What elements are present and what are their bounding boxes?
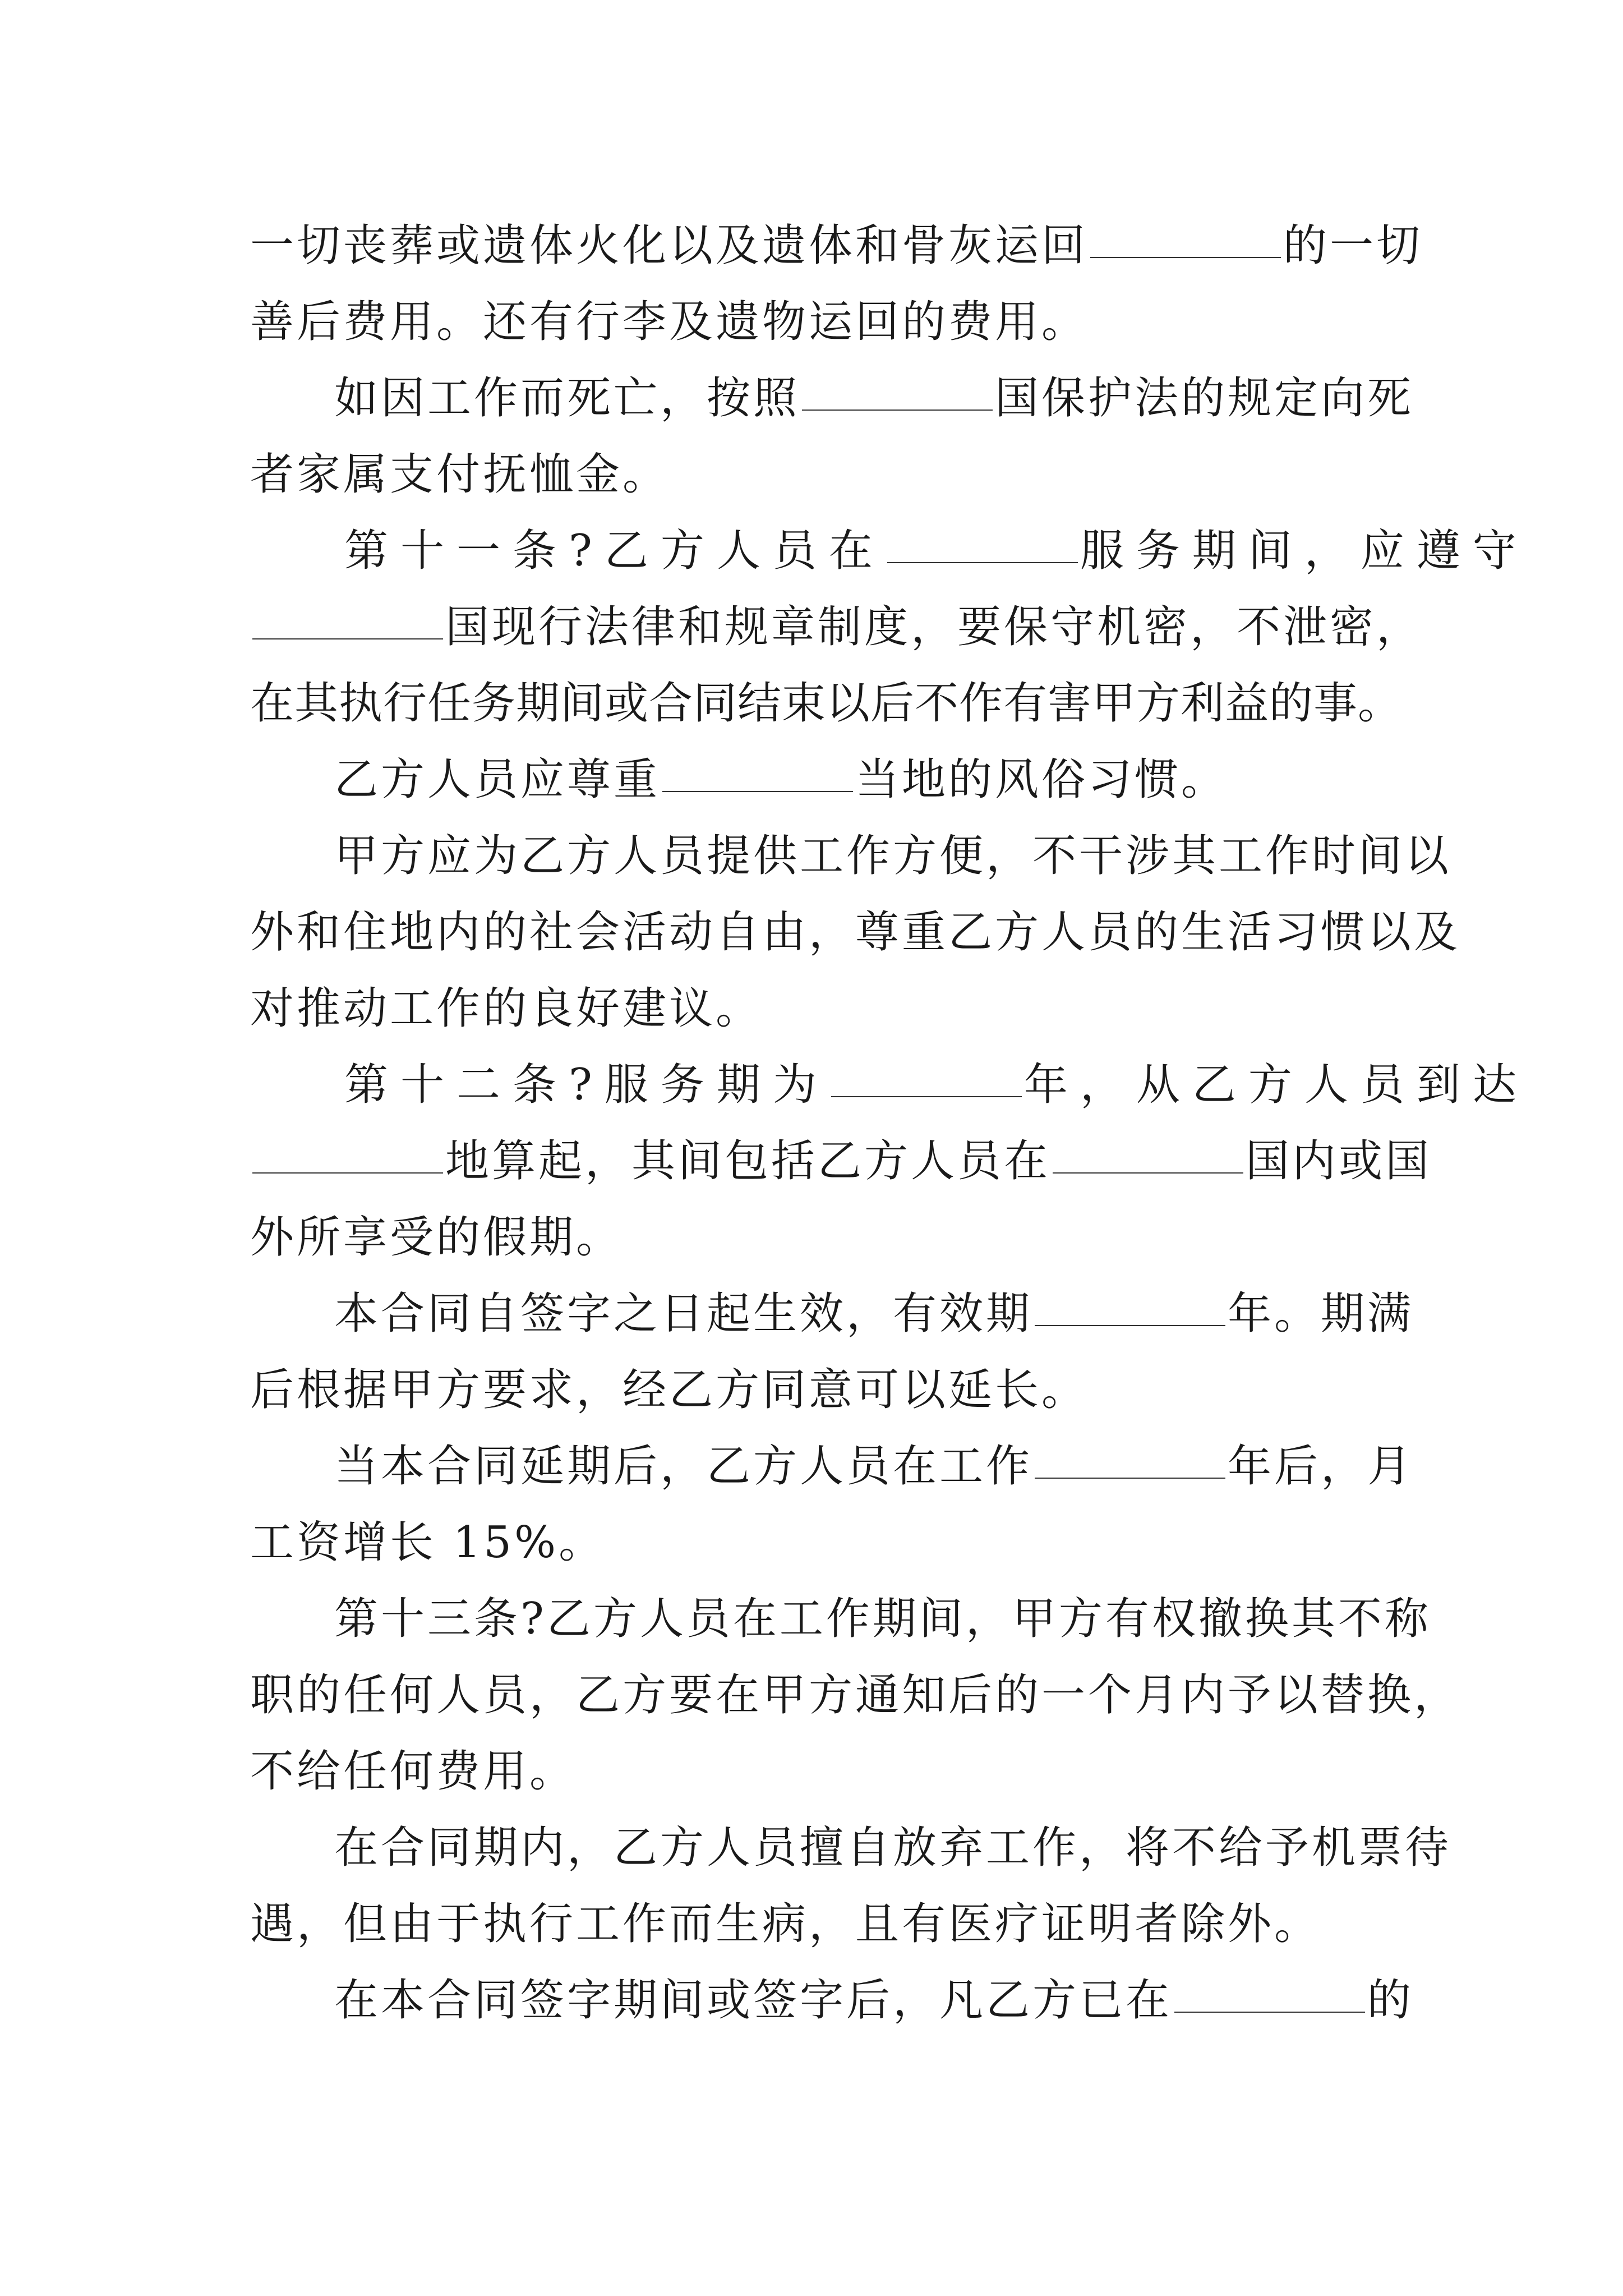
text-line (250, 665, 1403, 742)
article-heading-line (250, 1581, 1431, 1657)
text-segment: 一切丧葬或遗体火化以及遗体和骨灰运回 (250, 220, 1089, 271)
text-segment: 的 (1367, 1975, 1414, 2026)
text-segment: 乙方人员应尊重 (334, 754, 661, 805)
text-line (250, 1199, 1377, 1276)
text-line (250, 1733, 1377, 1810)
text-line (250, 1657, 1461, 1733)
document-page (250, 208, 1529, 2039)
text-segment: 当本合同延期后，乙方人员在工作 (334, 1441, 1033, 1492)
text-line (250, 589, 1423, 665)
text-segment: 年，从乙方人员到达 (1023, 1060, 1529, 1110)
text-segment: 在其执行任务期间或合同结束以后不作有害甲方利益的事。 (250, 678, 1403, 729)
text-line (250, 894, 1461, 970)
text-segment: 对推动工作的良好建议。 (250, 983, 763, 1034)
text-line (250, 284, 1377, 360)
text-segment: 者家属支付抚恤金。 (250, 449, 670, 500)
text-line (250, 436, 1377, 513)
fill-in-blank (1035, 1477, 1225, 1479)
text-segment: 外和住地内的社会活动自由，尊重乙方人员的生活习惯以及 (250, 907, 1461, 958)
fill-in-blank (1090, 256, 1281, 258)
text-line (250, 818, 1452, 894)
text-line (250, 208, 1423, 284)
fill-in-blank (1053, 1172, 1243, 1174)
text-segment: 在合同期内，乙方人员擅自放弃工作，将不给予机票待 (334, 1823, 1452, 1873)
text-segment: 工资增长 15%。 (250, 1517, 606, 1568)
text-segment: 国保护法的规定向死 (995, 373, 1414, 424)
text-segment: 后根据甲方要求，经乙方同意可以延长。 (250, 1365, 1089, 1415)
text-line (250, 742, 1377, 818)
fill-in-blank (831, 1096, 1022, 1097)
text-line (250, 1886, 1377, 1962)
article-heading-line (250, 513, 1529, 589)
text-segment: 当地的风俗习惯。 (855, 754, 1228, 805)
fill-in-blank (1035, 1324, 1225, 1326)
text-segment: 国内或国 (1246, 1136, 1432, 1186)
text-segment: 地算起，其间包括乙方人员在 (445, 1136, 1051, 1186)
fill-in-blank (802, 409, 993, 411)
text-line (250, 1352, 1377, 1428)
text-line (250, 1276, 1414, 1352)
text-segment: 年。期满 (1228, 1289, 1414, 1339)
text-segment: 第十一条?乙方人员在 (344, 526, 885, 576)
text-segment: 国现行法律和规章制度，要保守机密，不泄密， (445, 602, 1423, 652)
fill-in-blank (1174, 2011, 1365, 2013)
text-segment: 在本合同签字期间或签字后，凡乙方已在 (334, 1975, 1173, 2026)
text-segment: 外所享受的假期。 (250, 1212, 623, 1263)
article-heading-line (250, 1047, 1529, 1123)
text-segment: 服务期间，应遵守 (1080, 526, 1529, 576)
fill-in-blank (662, 790, 853, 792)
text-line (250, 1962, 1414, 2039)
text-segment: 的一切 (1283, 220, 1423, 271)
text-line (250, 360, 1414, 436)
text-segment: 如因工作而死亡，按照 (334, 373, 800, 424)
text-segment: 职的任何人员，乙方要在甲方通知后的一个月内予以替换， (250, 1670, 1461, 1720)
text-line (250, 1428, 1414, 1504)
text-line (250, 1504, 1377, 1581)
text-segment: 遇，但由于执行工作而生病，且有医疗证明者除外。 (250, 1899, 1321, 1949)
text-segment: 善后费用。还有行李及遗物运回的费用。 (250, 297, 1089, 347)
text-segment: 第十三条?乙方人员在工作期间，甲方有权撤换其不称 (334, 1594, 1431, 1644)
text-line (250, 970, 1377, 1047)
fill-in-blank (252, 1172, 443, 1174)
text-segment: 年后，月 (1228, 1441, 1414, 1492)
text-segment: 本合同自签字之日起生效，有效期 (334, 1289, 1033, 1339)
text-segment: 不给任何费用。 (250, 1746, 577, 1797)
fill-in-blank (887, 562, 1078, 563)
text-line (250, 1123, 1432, 1199)
fill-in-blank (252, 638, 443, 639)
text-line (250, 1810, 1452, 1886)
text-segment: 甲方应为乙方人员提供工作方便，不干涉其工作时间以 (334, 831, 1452, 881)
text-segment: 第十二条?服务期为 (344, 1060, 829, 1110)
